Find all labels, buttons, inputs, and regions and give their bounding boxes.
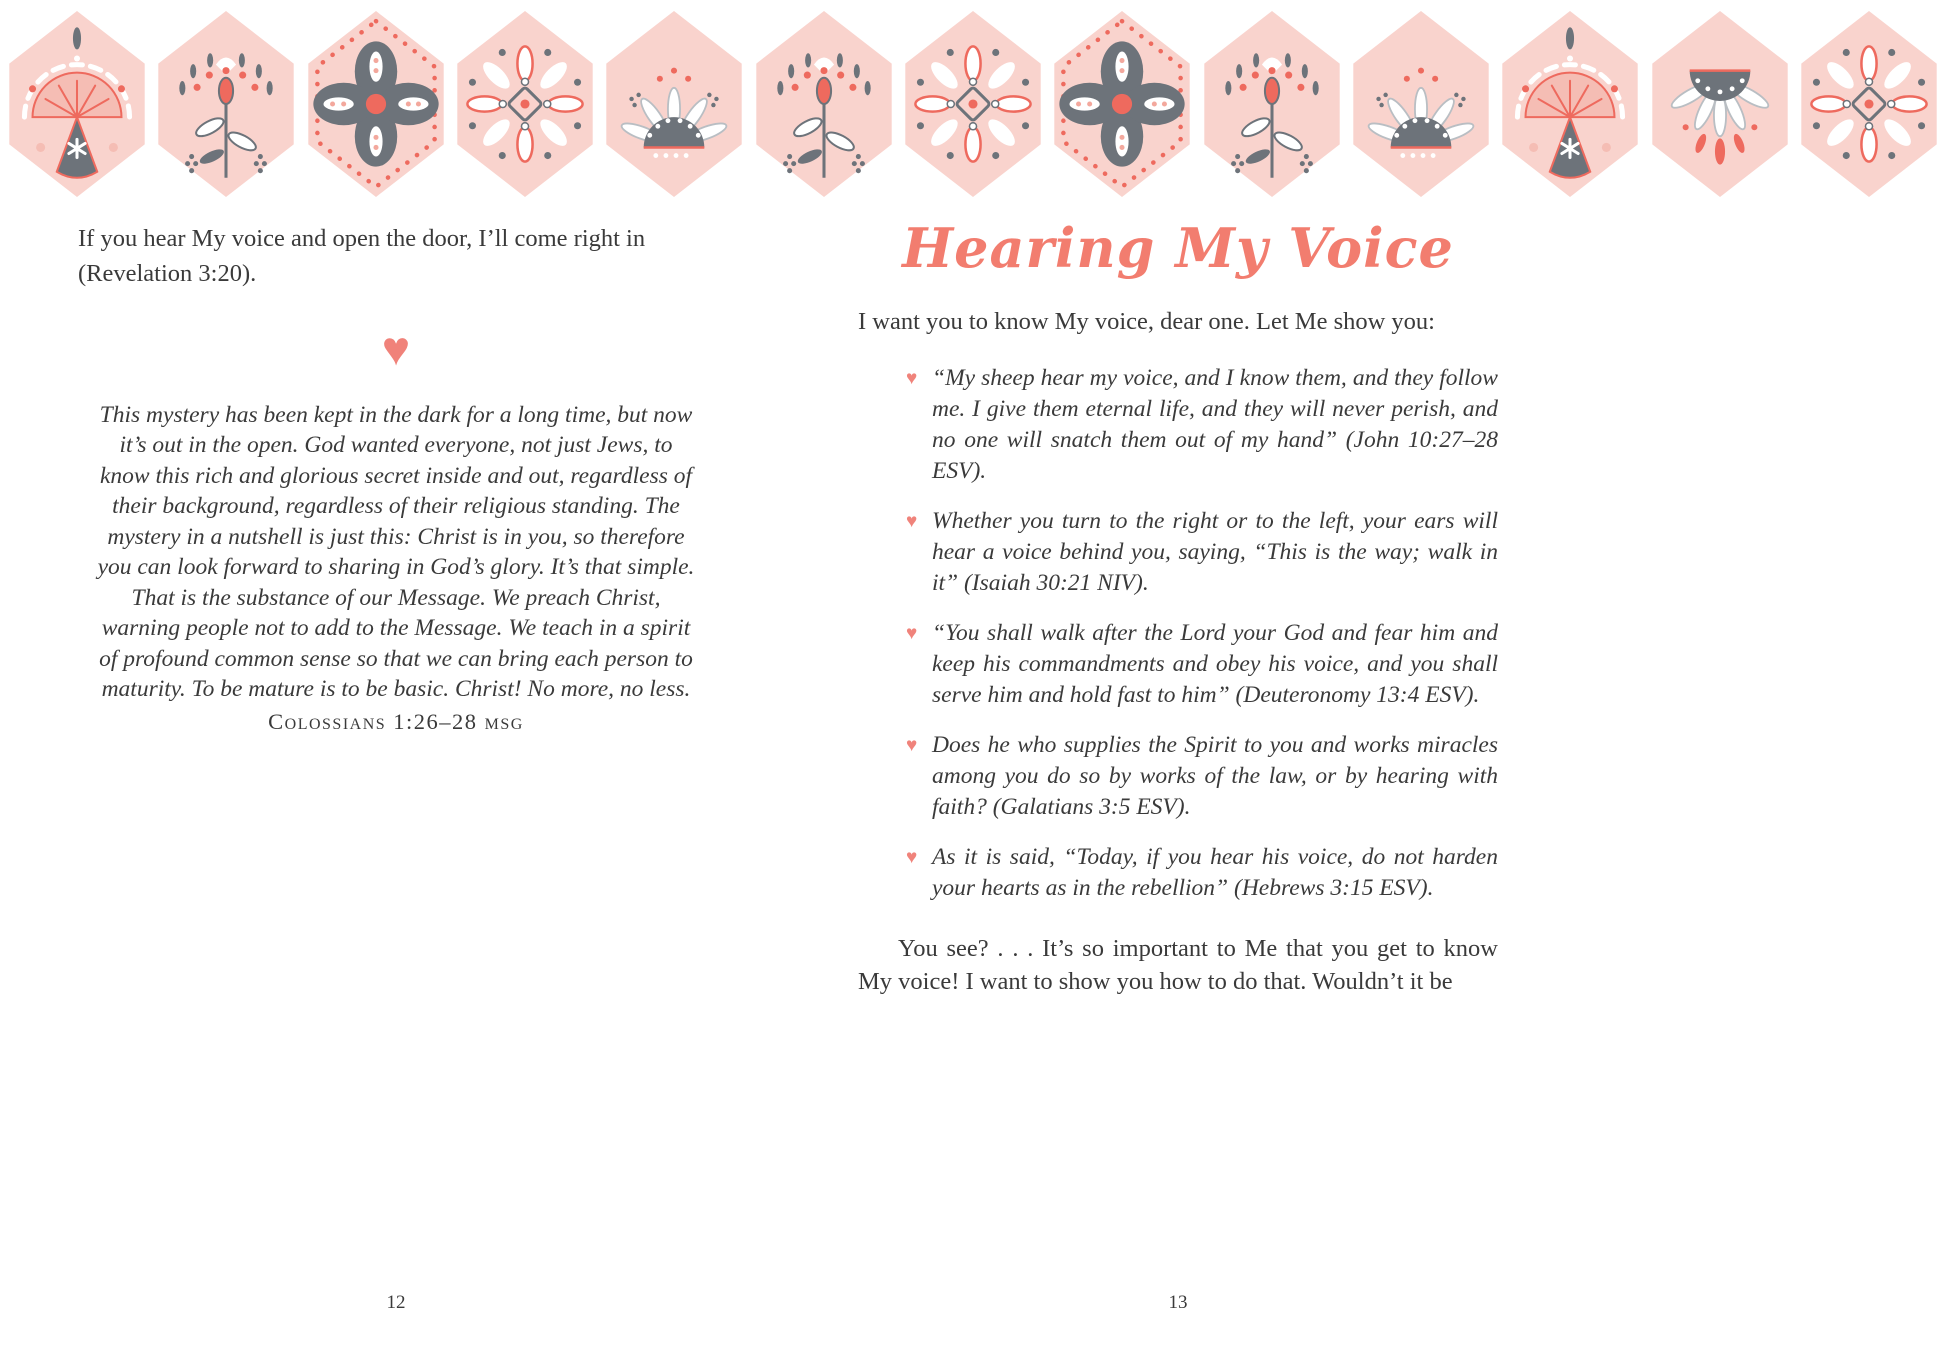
coneflower-hex-tile-icon <box>1649 8 1791 200</box>
scripture-bullet-text: Whether you turn to the right or to the left, your ears will hear a voice behind you, saying, “This is the way; walk in it” (Isaiah 30:21 NIV). <box>932 508 1498 597</box>
mandala-hex-tile-icon <box>454 8 596 200</box>
page-number-right: 13 <box>1168 1292 1188 1313</box>
scripture-bullet-text: “My sheep hear my voice, and I know them, and they follow me. I give them eternal life, and they will never perish, and no one will snatch them out of my hand” (John 10:27–28 ESV). <box>932 365 1498 485</box>
left-intro-text: If you hear My voice and open the door, I’ll come right in (Revelation 3:20). <box>78 225 646 287</box>
scripture-list <box>858 363 1498 904</box>
sprig-hex-tile-icon <box>155 8 297 200</box>
page-right <box>858 216 1498 998</box>
mandala-hex-tile-icon <box>902 8 1044 200</box>
heart-bullet-icon: ♥ <box>906 511 918 533</box>
fan-flower-hex-tile-icon <box>1499 8 1641 200</box>
scripture-attribution: Colossians 1:26–28 msg <box>268 708 524 734</box>
scripture-bullet-text: Does he who supplies the Spirit to you and works miracles among you do so by works of the law, or by hearing with faith? (Galatians 3:5 ESV). <box>932 732 1498 821</box>
scripture-bullet-text: As it is said, “Today, if you hear his voice, do not harden your hearts as in the rebellion” (Hebrews 3:15 ESV). <box>932 844 1498 902</box>
scripture-bullet-text: “You shall walk after the Lord your God and fear him and keep his commandments and obey his voice, and you shall serve him and hold fast to him” (Deuteronomy 13:4 ESV). <box>932 620 1498 709</box>
right-intro-text: I want you to know My voice, dear one. Let Me show you: <box>858 307 1435 335</box>
list-item <box>906 842 1498 904</box>
heart-bullet-icon: ♥ <box>906 368 918 390</box>
heart-icon: ♥ <box>381 322 411 376</box>
page-number-left: 12 <box>386 1292 406 1313</box>
sprig-hex-tile-icon <box>1201 8 1343 200</box>
fan-flower-hex-tile-icon <box>6 8 148 200</box>
daisy-fan-hex-tile-icon <box>1350 8 1492 200</box>
mandala-hex-tile-icon <box>1798 8 1940 200</box>
scripture-quote: This mystery has been kept in the dark for a long time, but now it’s out in the open. God wanted everyone, not just Jews, to know this rich and glorious secret inside and out, regardless of their background, regardless of their religious standing. The mystery in a nutshell is just this: Christ is in you, so therefore you can look forward to sharing in God’s glory. It’s that simple. That is the substance of our Message. We preach Christ, warning people not to add to the Message. We teach in a spirit of profound common sense so that we can bring each person to maturity. To be mature is to be basic. Christ! No more, no less. <box>97 401 695 703</box>
page-left <box>78 222 714 735</box>
list-item <box>906 363 1498 487</box>
list-item <box>906 730 1498 823</box>
chapter-title: Hearing My Voice <box>902 216 1454 280</box>
list-item <box>906 618 1498 711</box>
closing-paragraph: You see? . . . It’s so important to Me that you get to know My voice! I want to show you how to do that. Wouldn’t it be <box>858 935 1498 996</box>
decorative-hex-border <box>6 8 1940 200</box>
daisy-fan-hex-tile-icon <box>603 8 745 200</box>
clover-hex-tile-icon <box>1051 8 1193 200</box>
heart-bullet-icon: ♥ <box>906 735 918 757</box>
heart-bullet-icon: ♥ <box>906 623 918 645</box>
heart-bullet-icon: ♥ <box>906 847 918 869</box>
list-item <box>906 506 1498 599</box>
clover-hex-tile-icon <box>305 8 447 200</box>
sprig-hex-tile-icon <box>753 8 895 200</box>
